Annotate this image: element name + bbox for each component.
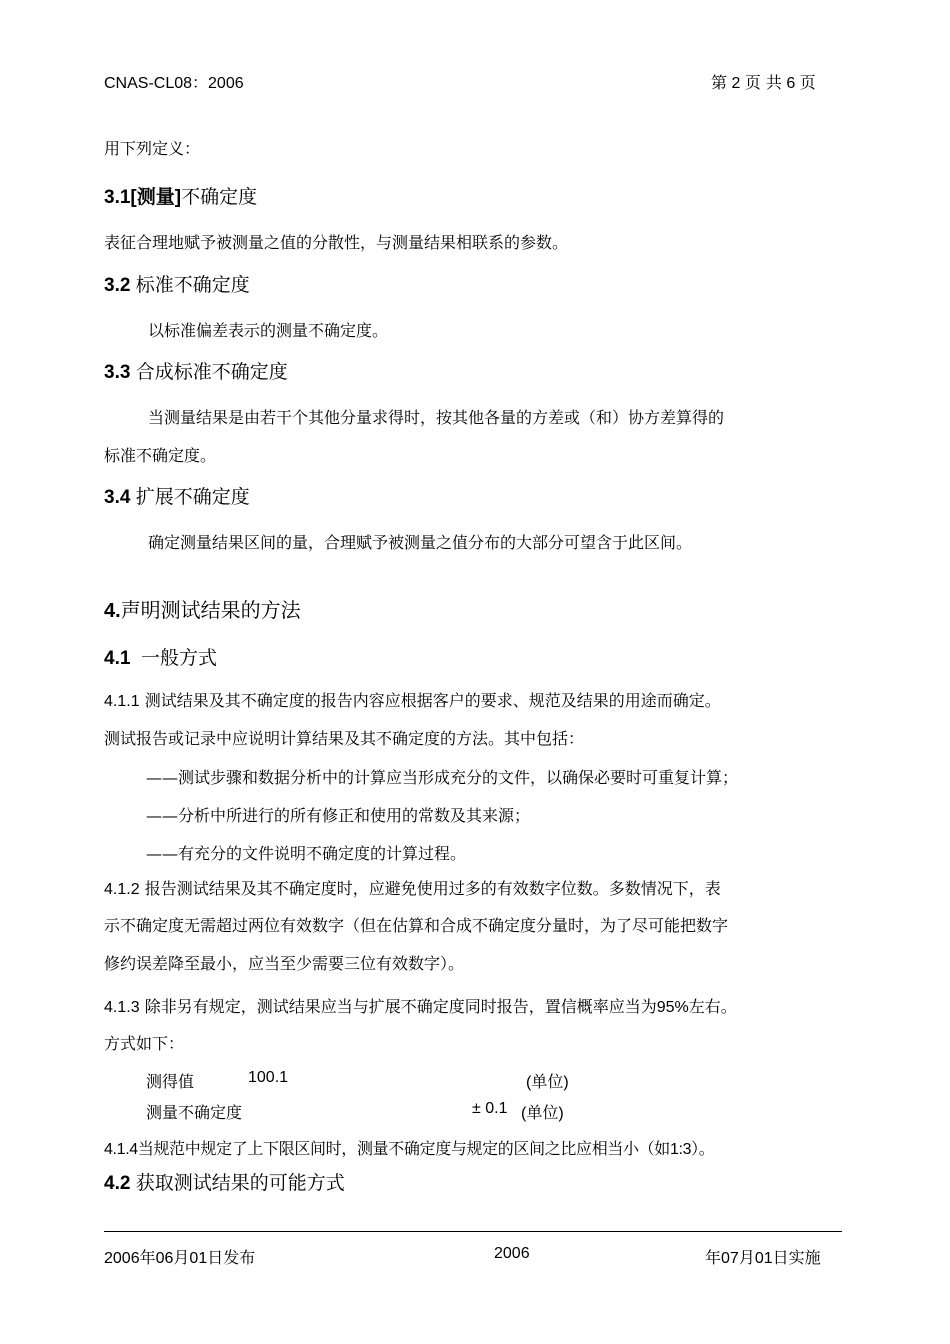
p411-line2: 测试报告或记录中应说明计算结果及其不确定度的方法。其中包括： xyxy=(104,729,585,748)
heading-3-4-num: 3.4 xyxy=(104,487,131,508)
heading-3-4-title: 扩展不确定度 xyxy=(135,487,250,508)
heading-4-1-num: 4.1 xyxy=(104,648,131,669)
p412-line1 xyxy=(104,876,721,899)
bullet-3-text: 有充分的文件说明不确定度的计算过程。 xyxy=(178,844,467,863)
result-row-1-unit: (单位) xyxy=(526,1074,569,1091)
footer-left-y: 年 xyxy=(139,1248,156,1267)
text-3-2: 以标准偏差表示的测量不确定度。 xyxy=(148,321,389,340)
footer-right-m: 月 xyxy=(738,1248,755,1267)
page-prefix: 第 xyxy=(711,73,728,92)
heading-3-1 xyxy=(104,182,257,209)
p413-line1b: 左右。 xyxy=(688,997,737,1016)
bullet-1-text: 测试步骤和数据分析中的计算应当形成充分的文件，以确保必要时可重复计算； xyxy=(178,768,739,787)
bullet-3-dash: —— xyxy=(146,844,178,863)
footer-divider xyxy=(104,1231,842,1232)
heading-3-3-title: 合成标准不确定度 xyxy=(135,362,288,383)
bullet-2 xyxy=(146,803,530,826)
footer-right xyxy=(705,1245,821,1268)
heading-3-2 xyxy=(104,270,250,297)
bullet-1-dash: —— xyxy=(146,768,178,787)
footer-right-month: 07 xyxy=(721,1250,739,1267)
heading-3-4 xyxy=(104,482,250,509)
page-total: 6 xyxy=(786,75,796,92)
p412-line2: 示不确定度无需超过两位有效数字（但在估算和合成不确定度分量时，为了尽可能把数字 xyxy=(104,916,729,935)
footer-right-y: 年 xyxy=(705,1248,722,1267)
doc-id: CNAS-CL08：2006 xyxy=(104,75,244,92)
result-row-1-value: 100.1 xyxy=(248,1069,289,1086)
bullet-2-dash: —— xyxy=(146,806,178,825)
p411-line1 xyxy=(104,688,721,711)
p412-line1-text: 报告测试结果及其不确定度时，应避免使用过多的有效数字位数。多数情况下，表 xyxy=(144,879,721,898)
p414 xyxy=(104,1136,714,1159)
p412-num: 4.1.2 xyxy=(104,881,140,898)
heading-4-1 xyxy=(104,643,217,670)
heading-3-1-title: 不确定度 xyxy=(181,187,258,208)
text-3-3-line1: 当测量结果是由若干个其他分量求得时，按其他各量的方差或（和）协方差算得的 xyxy=(148,408,725,427)
heading-3-1-num: 3.1 xyxy=(104,187,131,208)
footer-right-d: 日实施 xyxy=(772,1248,821,1267)
p411-num: 4.1.1 xyxy=(104,693,140,710)
footer-right-day: 01 xyxy=(754,1250,773,1267)
bullet-1 xyxy=(146,765,738,788)
footer-left-d: 日发布 xyxy=(207,1248,256,1267)
heading-4 xyxy=(104,594,301,623)
p413-line1 xyxy=(104,994,737,1017)
page-suffix: 页 xyxy=(799,73,816,92)
result-row-2-unit: (单位) xyxy=(521,1105,564,1122)
heading-3-3 xyxy=(104,357,288,384)
heading-3-1-bracket: [测量] xyxy=(130,187,182,208)
intro-text: 用下列定义： xyxy=(104,139,201,158)
page-number: 2 xyxy=(731,75,741,92)
p413-num: 4.1.3 xyxy=(104,999,140,1016)
page-mid: 页 共 xyxy=(744,73,782,92)
heading-3-3-num: 3.3 xyxy=(104,362,131,383)
heading-4-2 xyxy=(104,1168,345,1195)
footer-left-day: 01 xyxy=(189,1250,208,1267)
heading-4-2-num: 4.2 xyxy=(104,1173,131,1194)
heading-4-num: 4. xyxy=(104,600,121,622)
heading-4-title: 声明测试结果的方法 xyxy=(120,600,301,622)
p412-line3: 修约误差降至最小，应当至少需要三位有效数字）。 xyxy=(104,954,465,973)
result-row-2-label: 测量不确定度 xyxy=(146,1103,243,1122)
result-row-2-value: ± 0.1 xyxy=(472,1100,508,1117)
page-indicator xyxy=(711,70,816,93)
heading-4-2-title: 获取测试结果的可能方式 xyxy=(135,1173,345,1194)
footer-left-year: 2006 xyxy=(104,1250,140,1267)
footer-left-month: 06 xyxy=(155,1250,174,1267)
p413-line2: 方式如下： xyxy=(104,1034,185,1053)
bullet-2-text: 分析中所进行的所有修正和使用的常数及其来源； xyxy=(178,806,531,825)
p414-text: 当规范中规定了上下限区间时，测量不确定度与规定的区间之比应相当小（如 xyxy=(137,1139,670,1158)
heading-3-2-title: 标准不确定度 xyxy=(135,275,250,296)
p413-line1a: 除非另有规定，测试结果应当与扩展不确定度同时报告，置信概率应当为 xyxy=(144,997,657,1016)
p414-end: ）。 xyxy=(691,1139,715,1158)
heading-4-1-title: 一般方式 xyxy=(140,648,217,669)
p414-num: 4.1.4 xyxy=(104,1141,138,1158)
footer-left xyxy=(104,1245,255,1268)
p413-pct: 95% xyxy=(656,999,689,1016)
text-3-3-line2: 标准不确定度。 xyxy=(104,446,217,465)
footer-center: 2006 xyxy=(494,1245,530,1262)
heading-3-2-num: 3.2 xyxy=(104,275,131,296)
p414-ratio: 1:3 xyxy=(669,1141,692,1158)
text-3-1: 表征合理地赋予被测量之值的分散性，与测量结果相联系的参数。 xyxy=(104,233,569,252)
text-3-4: 确定测量结果区间的量，合理赋予被测量之值分布的大部分可望含于此区间。 xyxy=(148,533,693,552)
footer-left-m: 月 xyxy=(173,1248,190,1267)
bullet-3 xyxy=(146,841,466,864)
p411-line1-text: 测试结果及其不确定度的报告内容应根据客户的要求、规范及结果的用途而确定。 xyxy=(144,691,721,710)
result-row-1-label: 测得值 xyxy=(146,1072,195,1091)
